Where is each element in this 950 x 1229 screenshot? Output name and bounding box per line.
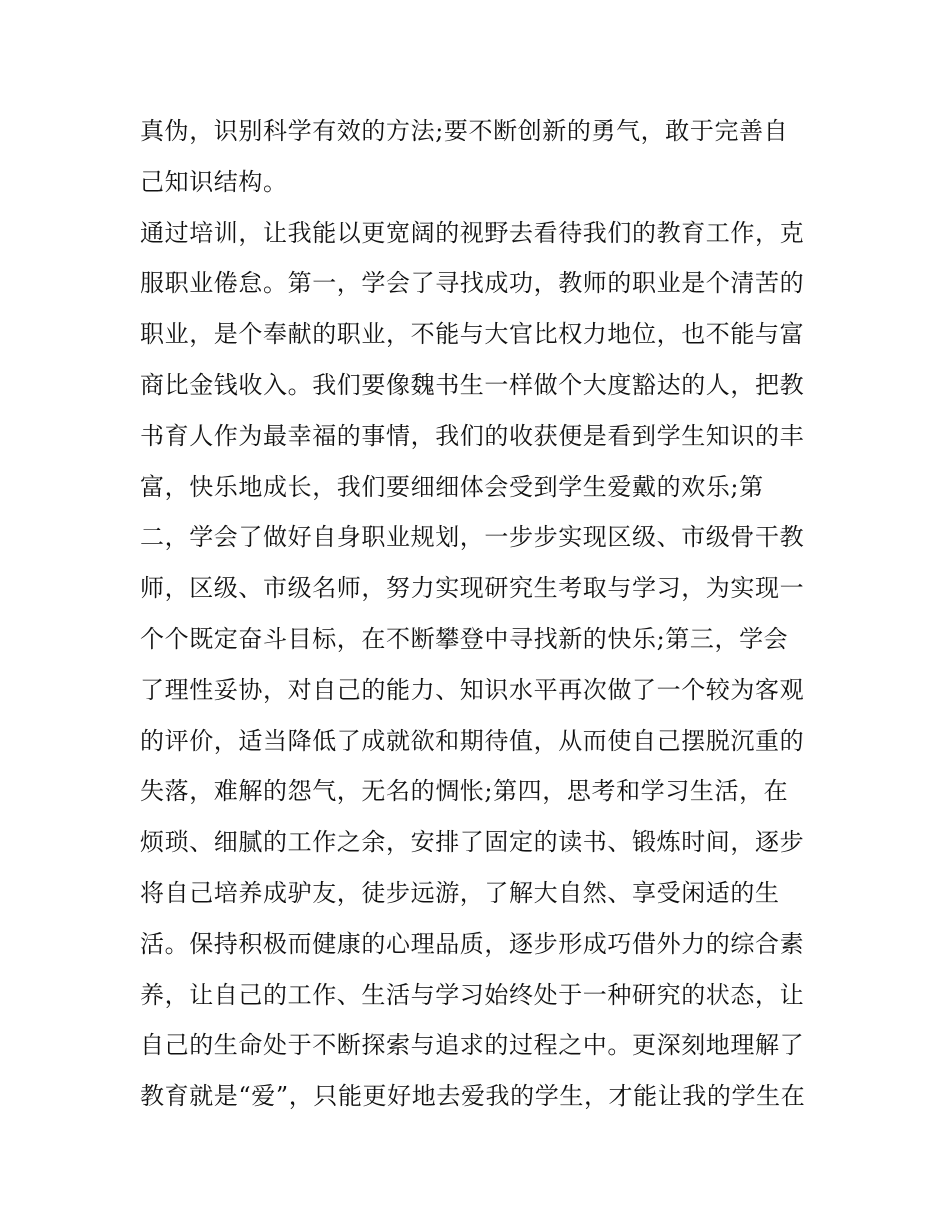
text-line: 通过培训，让我能以更宽阔的视野去看待我们的教育工作，克 [140,218,805,247]
text-line: 活。保持积极而健康的心理品质，逐步形成巧借外力的综合素 [140,929,805,958]
text-line: 养，让自己的工作、生活与学习始终处于一种研究的状态，让 [140,980,805,1009]
text-line: 自己的生命处于不断探索与追求的过程之中。更深刻地理解了 [140,1031,805,1060]
text-line: 将自己培养成驴友，徒步远游，了解大自然、享受闲适的生 [140,878,780,907]
text-line: 己知识结构。 [140,167,288,196]
text-line: 富，快乐地成长，我们要细细体会受到学生爱戴的欢乐;第 [140,472,764,501]
text-line: 商比金钱收入。我们要像魏书生一样做个大度豁达的人，把教 [140,370,805,399]
document-body [140,106,820,1122]
text-line: 的评价，适当降低了成就欲和期待值，从而使自己摆脱沉重的 [140,726,805,755]
text-line: 了理性妥协，对自己的能力、知识水平再次做了一个较为客观 [140,675,805,704]
text-line: 二，学会了做好自身职业规划，一步步实现区级、市级骨干教 [140,523,805,552]
text-line: 书育人作为最幸福的事情，我们的收获便是看到学生知识的丰 [140,421,805,450]
text-line: 烦琐、细腻的工作之余，安排了固定的读书、锻炼时间，逐步 [140,828,805,857]
text-line: 真伪，识别科学有效的方法;要不断创新的勇气，敢于完善自 [140,117,789,145]
text-line: 职业，是个奉献的职业，不能与大官比权力地位，也不能与富 [140,320,805,349]
text-line: 教育就是“爱”，只能更好地去爱我的学生，才能让我的学生在 [140,1082,806,1111]
text-line: 师，区级、市级名师，努力实现研究生考取与学习，为实现一 [140,574,805,603]
text-line: 个个既定奋斗目标，在不断攀登中寻找新的快乐;第三，学会 [140,624,789,653]
text-line: 服职业倦怠。第一，学会了寻找成功，教师的职业是个清苦的 [140,269,805,298]
text-line: 失落，难解的怨气，无名的惆怅;第四，思考和学习生活，在 [140,777,789,806]
